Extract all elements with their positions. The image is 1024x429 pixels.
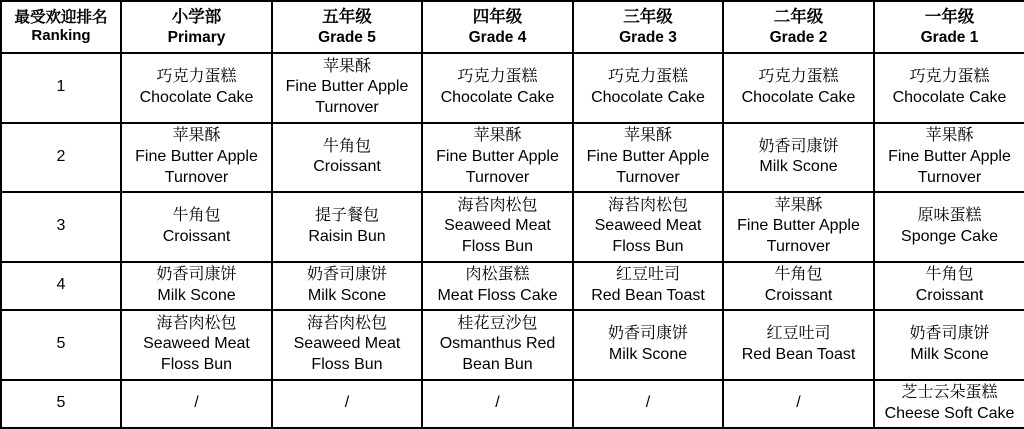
column-header-grade-2 — [723, 1, 874, 53]
cell-text-zh: 海苔肉松包 — [607, 196, 688, 214]
column-header-ranking — [1, 1, 121, 53]
cell-text-en: Milk Scone — [157, 286, 236, 304]
table-body — [1, 53, 1024, 428]
table-header — [1, 1, 1024, 53]
cell-primary — [121, 123, 272, 193]
cell-text-en: Fine Butter Apple Turnover — [135, 147, 258, 186]
column-header-grade-5-zh: 五年级 — [322, 8, 372, 26]
cell-text-empty: / — [796, 394, 801, 412]
cell-text-zh: 桂花豆沙包 — [457, 314, 538, 332]
cell-text-zh: 海苔肉松包 — [156, 314, 237, 332]
column-header-grade-1-zh: 一年级 — [924, 8, 975, 26]
cell-grade-1 — [874, 53, 1024, 123]
cell-text-zh: 奶香司康饼 — [758, 137, 839, 155]
cell-text-zh: 奶香司康饼 — [607, 325, 688, 342]
cell-text-en: Meat Floss Cake — [437, 286, 558, 304]
cell-grade-4 — [422, 53, 573, 123]
cell-grade-3 — [573, 310, 723, 380]
cell-text-zh: 巧克力蛋糕 — [758, 67, 839, 85]
cell-text-zh: 巧克力蛋糕 — [607, 67, 688, 85]
cell-text-en: Croissant — [764, 286, 833, 304]
cell-text-zh: 芝士云朵蛋糕 — [901, 383, 998, 401]
rank-value: 1 — [1, 53, 121, 123]
cell-grade-5 — [272, 262, 422, 310]
cell-text-zh: 海苔肉松包 — [306, 314, 387, 332]
table-row — [1, 310, 1024, 380]
cell-text-en: Seaweed Meat Floss Bun — [293, 335, 401, 374]
table-row — [1, 380, 1024, 428]
column-header-grade-4-zh: 四年级 — [472, 8, 523, 26]
cell-text-en: Chocolate Cake — [892, 88, 1007, 106]
cell-grade-5 — [272, 192, 422, 262]
cell-text-zh: 提子餐包 — [314, 207, 379, 225]
column-header-grade-5 — [272, 1, 422, 53]
cell-text-en: Raisin Bun — [308, 227, 386, 245]
cell-text-en: Fine Butter Apple Turnover — [888, 147, 1011, 186]
cell-text-en: Seaweed Meat Floss Bun — [444, 217, 551, 256]
rank-value: 4 — [1, 262, 121, 310]
cell-grade-4 — [422, 123, 573, 193]
cell-text-en: Milk Scone — [910, 345, 989, 363]
cell-grade-2 — [723, 123, 874, 193]
cell-text-zh: 苹果酥 — [925, 127, 974, 145]
cell-text-en: Milk Scone — [608, 345, 688, 363]
column-header-grade-3-zh: 三年级 — [623, 8, 673, 26]
cell-text-en: Red Bean Toast — [591, 286, 705, 304]
cell-text-zh: 肉松蛋糕 — [465, 266, 530, 284]
cell-text-empty: / — [645, 394, 651, 412]
cell-grade-3 — [573, 262, 723, 310]
table-row — [1, 262, 1024, 310]
cell-text-en: Seaweed Meat Floss Bun — [143, 335, 250, 374]
cell-text-en: Fine Butter Apple Turnover — [285, 78, 409, 117]
column-header-primary-en: Primary — [167, 28, 226, 46]
cell-text-zh: 牛角包 — [774, 266, 823, 284]
cell-text-en: Fine Butter Apple Turnover — [436, 147, 559, 186]
cell-grade-1 — [874, 192, 1024, 262]
cell-text-zh: 牛角包 — [925, 266, 974, 284]
cell-grade-2 — [723, 192, 874, 262]
cell-text-en: Croissant — [313, 158, 381, 176]
cell-text-en: Fine Butter Apple Turnover — [586, 147, 710, 186]
cell-text-empty: / — [344, 394, 350, 412]
cell-text-en: Chocolate Cake — [139, 88, 254, 106]
table-row — [1, 192, 1024, 262]
cell-text-zh: 牛角包 — [322, 137, 371, 155]
cell-text-en: Sponge Cake — [901, 227, 998, 245]
cell-primary — [121, 192, 272, 262]
cell-text-en: Fine Butter Apple Turnover — [737, 217, 860, 256]
cell-text-empty: / — [194, 394, 199, 412]
column-header-grade-4 — [422, 1, 573, 53]
cell-text-zh: 苹果酥 — [623, 127, 672, 145]
cell-text-en: Chocolate Cake — [741, 88, 856, 106]
cell-primary — [121, 262, 272, 310]
column-header-grade-1-en: Grade 1 — [920, 28, 979, 46]
cell-text-zh: 海苔肉松包 — [457, 196, 538, 214]
column-header-grade-2-en: Grade 2 — [769, 28, 828, 46]
cell-text-zh: 巧克力蛋糕 — [457, 67, 538, 85]
cell-text-zh: 巧克力蛋糕 — [156, 67, 237, 85]
column-header-grade-3 — [573, 1, 723, 53]
cell-text-zh: 原味蛋糕 — [917, 207, 982, 225]
cell-text-en: Seaweed Meat Floss Bun — [594, 217, 702, 256]
column-header-ranking-en: Ranking — [31, 27, 91, 45]
cell-grade-3 — [573, 380, 723, 428]
cell-text-en: Red Bean Toast — [741, 345, 856, 363]
column-header-grade-1 — [874, 1, 1024, 53]
column-header-grade-4-en: Grade 4 — [468, 28, 527, 46]
cell-grade-5 — [272, 123, 422, 193]
cell-grade-5 — [272, 380, 422, 428]
cell-text-zh: 巧克力蛋糕 — [909, 67, 990, 85]
cell-text-zh: 苹果酥 — [172, 127, 221, 145]
rank-value: 5 — [1, 310, 121, 380]
cell-primary — [121, 53, 272, 123]
cell-text-zh: 奶香司康饼 — [909, 325, 990, 342]
cell-text-zh: 奶香司康饼 — [306, 266, 387, 284]
cell-text-en: Cheese Soft Cake — [884, 404, 1015, 422]
column-header-ranking-zh: 最受欢迎排名 — [14, 8, 108, 26]
cell-text-en: Osmanthus Red Bean Bun — [439, 335, 556, 374]
cell-text-zh: 奶香司康饼 — [156, 266, 237, 284]
rank-value: 2 — [1, 123, 121, 193]
cell-text-en: Chocolate Cake — [591, 88, 705, 106]
cell-grade-2 — [723, 53, 874, 123]
cell-grade-3 — [573, 123, 723, 193]
cell-grade-2 — [723, 310, 874, 380]
cell-text-en: Croissant — [162, 227, 231, 245]
cell-text-zh: 牛角包 — [172, 207, 221, 225]
cell-grade-3 — [573, 192, 723, 262]
column-header-primary — [121, 1, 272, 53]
cell-grade-1 — [874, 123, 1024, 193]
cell-grade-5 — [272, 53, 422, 123]
cell-text-zh: 红豆吐司 — [766, 325, 831, 342]
cell-grade-1 — [874, 262, 1024, 310]
cell-text-empty: / — [495, 394, 500, 412]
rank-value: 3 — [1, 192, 121, 262]
cell-grade-4 — [422, 380, 573, 428]
table-row — [1, 53, 1024, 123]
cell-text-en: Croissant — [915, 286, 984, 304]
cell-text-zh: 苹果酥 — [322, 57, 371, 75]
cell-grade-1 — [874, 310, 1024, 380]
column-header-grade-3-en: Grade 3 — [619, 28, 677, 46]
cell-text-en: Milk Scone — [759, 158, 838, 176]
cell-primary — [121, 310, 272, 380]
cell-text-en: Chocolate Cake — [440, 88, 555, 106]
cell-grade-2 — [723, 262, 874, 310]
cell-grade-4 — [422, 262, 573, 310]
cell-grade-4 — [422, 310, 573, 380]
cell-text-zh: 苹果酥 — [774, 196, 823, 214]
header-row — [1, 1, 1024, 53]
cell-text-en: Milk Scone — [307, 286, 387, 304]
cell-grade-1 — [874, 380, 1024, 428]
cell-grade-4 — [422, 192, 573, 262]
cell-text-zh: 红豆吐司 — [615, 266, 680, 284]
cell-text-zh: 苹果酥 — [473, 127, 522, 145]
table-row — [1, 123, 1024, 193]
cell-grade-2 — [723, 380, 874, 428]
rank-value: 5 — [1, 380, 121, 428]
cell-primary — [121, 380, 272, 428]
cell-grade-5 — [272, 310, 422, 380]
column-header-grade-5-en: Grade 5 — [318, 28, 376, 46]
cell-grade-3 — [573, 53, 723, 123]
column-header-primary-zh: 小学部 — [171, 8, 222, 26]
column-header-grade-2-zh: 二年级 — [773, 8, 824, 26]
